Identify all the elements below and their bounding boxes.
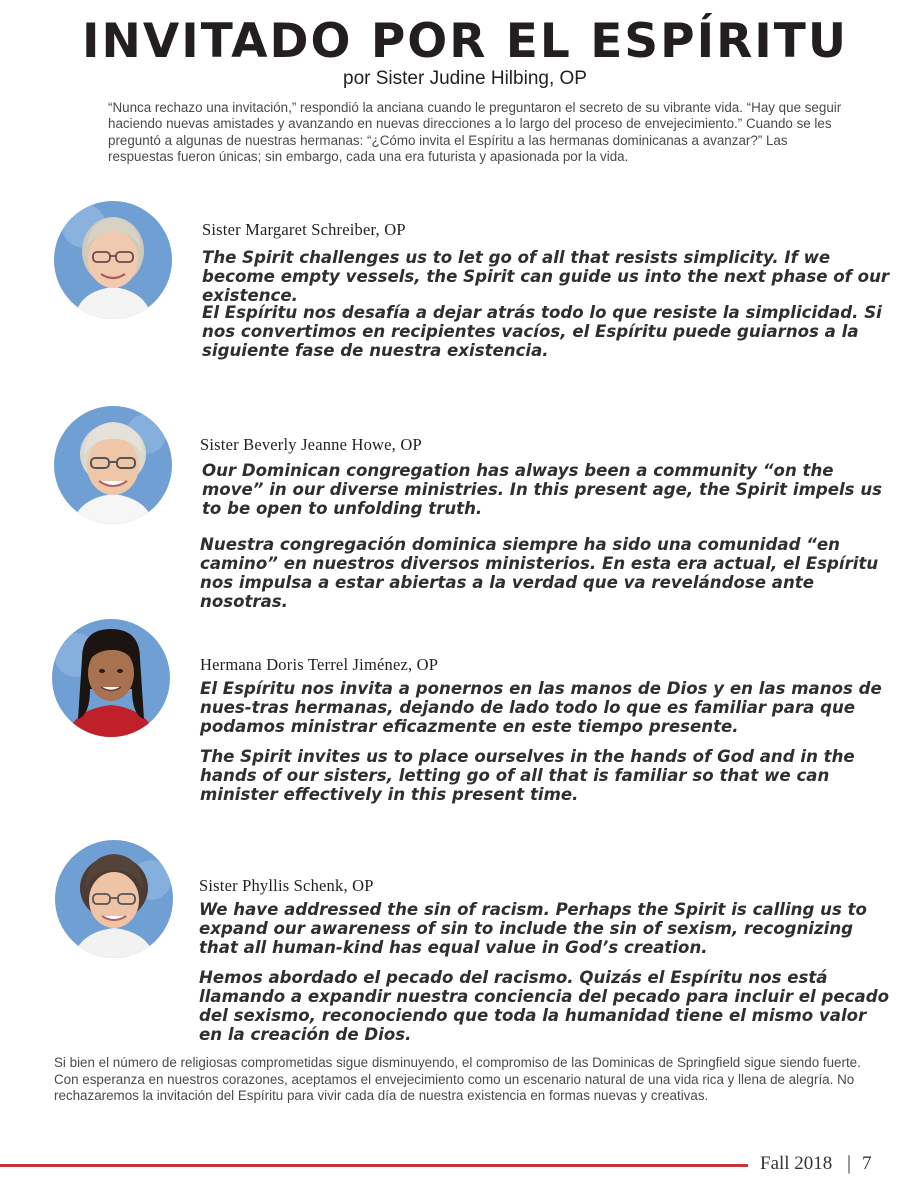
portrait-doris-terrel-jimenez (52, 619, 170, 737)
portrait-phyllis-schenk (55, 840, 173, 958)
portrait-image (55, 840, 173, 958)
intro-paragraph: “Nunca rechazo una invitación,” respondió la anciana cuando le preguntaron el secreto de su vibrante vida. “Hay que seguir haciendo nuevas amistades y avanzando en nuevas direcciones a lo largo del proceso de envejecimiento.” Cuando se les preguntó a algunas de nuestras hermanas: “¿Cómo invita el Espíritu a las hermanas dominicanas a avanzar?” Las respuestas fueron únicas; sin embargo, cada una era futurista y apasionada por la vida. (108, 100, 842, 164)
portrait-image (52, 619, 170, 737)
quote-spanish: Nuestra congregación dominica siempre ha sido una comunidad “en camino” en nuestros diversos ministerios. En esta era actual, el Espíritu nos impulsa a estar abiertas a la verdad que va revelándose ante nosotras. (200, 535, 879, 611)
article-byline: por Sister Judine Hilbing, OP (343, 68, 587, 89)
portrait-margaret-schreiber (54, 201, 172, 319)
page-number: 7 (862, 1153, 872, 1174)
quote-english: Our Dominican congregation has always been a community “on the move” in our diverse ministries. In this present age, the Spirit impels us to be open to unfolding truth. (202, 461, 883, 518)
sister-name: Sister Beverly Jeanne Howe, OP (200, 435, 422, 454)
article-title: INVITADO POR EL ESPÍRITU (82, 14, 848, 69)
quote-english: The Spirit challenges us to let go of all that resists simplicity. If we become empty vessels, the Spirit can guide us into the next phase of our existence. (202, 248, 890, 305)
footer-issue: Fall 2018 (760, 1153, 833, 1174)
closing-paragraph: Si bien el número de religiosas comprometidas sigue disminuyendo, el compromiso de las Dominicas de Springfield sigue siendo fuerte. Con esperanza en nuestros corazones, aceptamos el envejecimiento como un escenario natural de una vida rica y llena de alegría. No rechazaremos la invitación del Espíritu para vivir cada día de nuestra existencia en formas nuevas y creativas. (54, 1055, 861, 1103)
sister-name: Sister Margaret Schreiber, OP (202, 220, 406, 239)
footer-rule (0, 1164, 748, 1167)
quote-spanish: Hemos abordado el pecado del racismo. Quizás el Espíritu nos está llamando a expandir nuestra conciencia del pecado para incluir el pecado del sexismo, reconociendo que toda la humanidad tiene el mismo valor en la creación de Dios. (199, 968, 889, 1044)
portrait-image (54, 406, 172, 524)
quote-english: The Spirit invites us to place ourselves in the hands of God and in the hands of our sisters, letting go of all that is familiar so that we can minister effectively in this present time. (200, 747, 855, 804)
portrait-beverly-jeanne-howe (54, 406, 172, 524)
footer-separator: | (847, 1152, 852, 1174)
quote-spanish: El Espíritu nos desafía a dejar atrás todo lo que resiste la simplicidad. Si nos convertimos en recipientes vacíos, el Espíritu puede guiarnos a la siguiente fase de nuestra existencia. (202, 303, 882, 360)
quote-english: We have addressed the sin of racism. Perhaps the Spirit is calling us to expand our awareness of sin to include the sin of sexism, recognizing that all human-kind has equal value in God’s creation. (199, 900, 867, 957)
quote-spanish: El Espíritu nos invita a ponernos en las manos de Dios y en las manos de nues-tras hermanas, dejando de lado todo lo que es familiar para que podamos ministrar eficazmente en este tiempo presente. (200, 679, 882, 736)
portrait-image (54, 201, 172, 319)
sister-name: Hermana Doris Terrel Jiménez, OP (200, 655, 439, 674)
sister-name: Sister Phyllis Schenk, OP (199, 876, 374, 895)
